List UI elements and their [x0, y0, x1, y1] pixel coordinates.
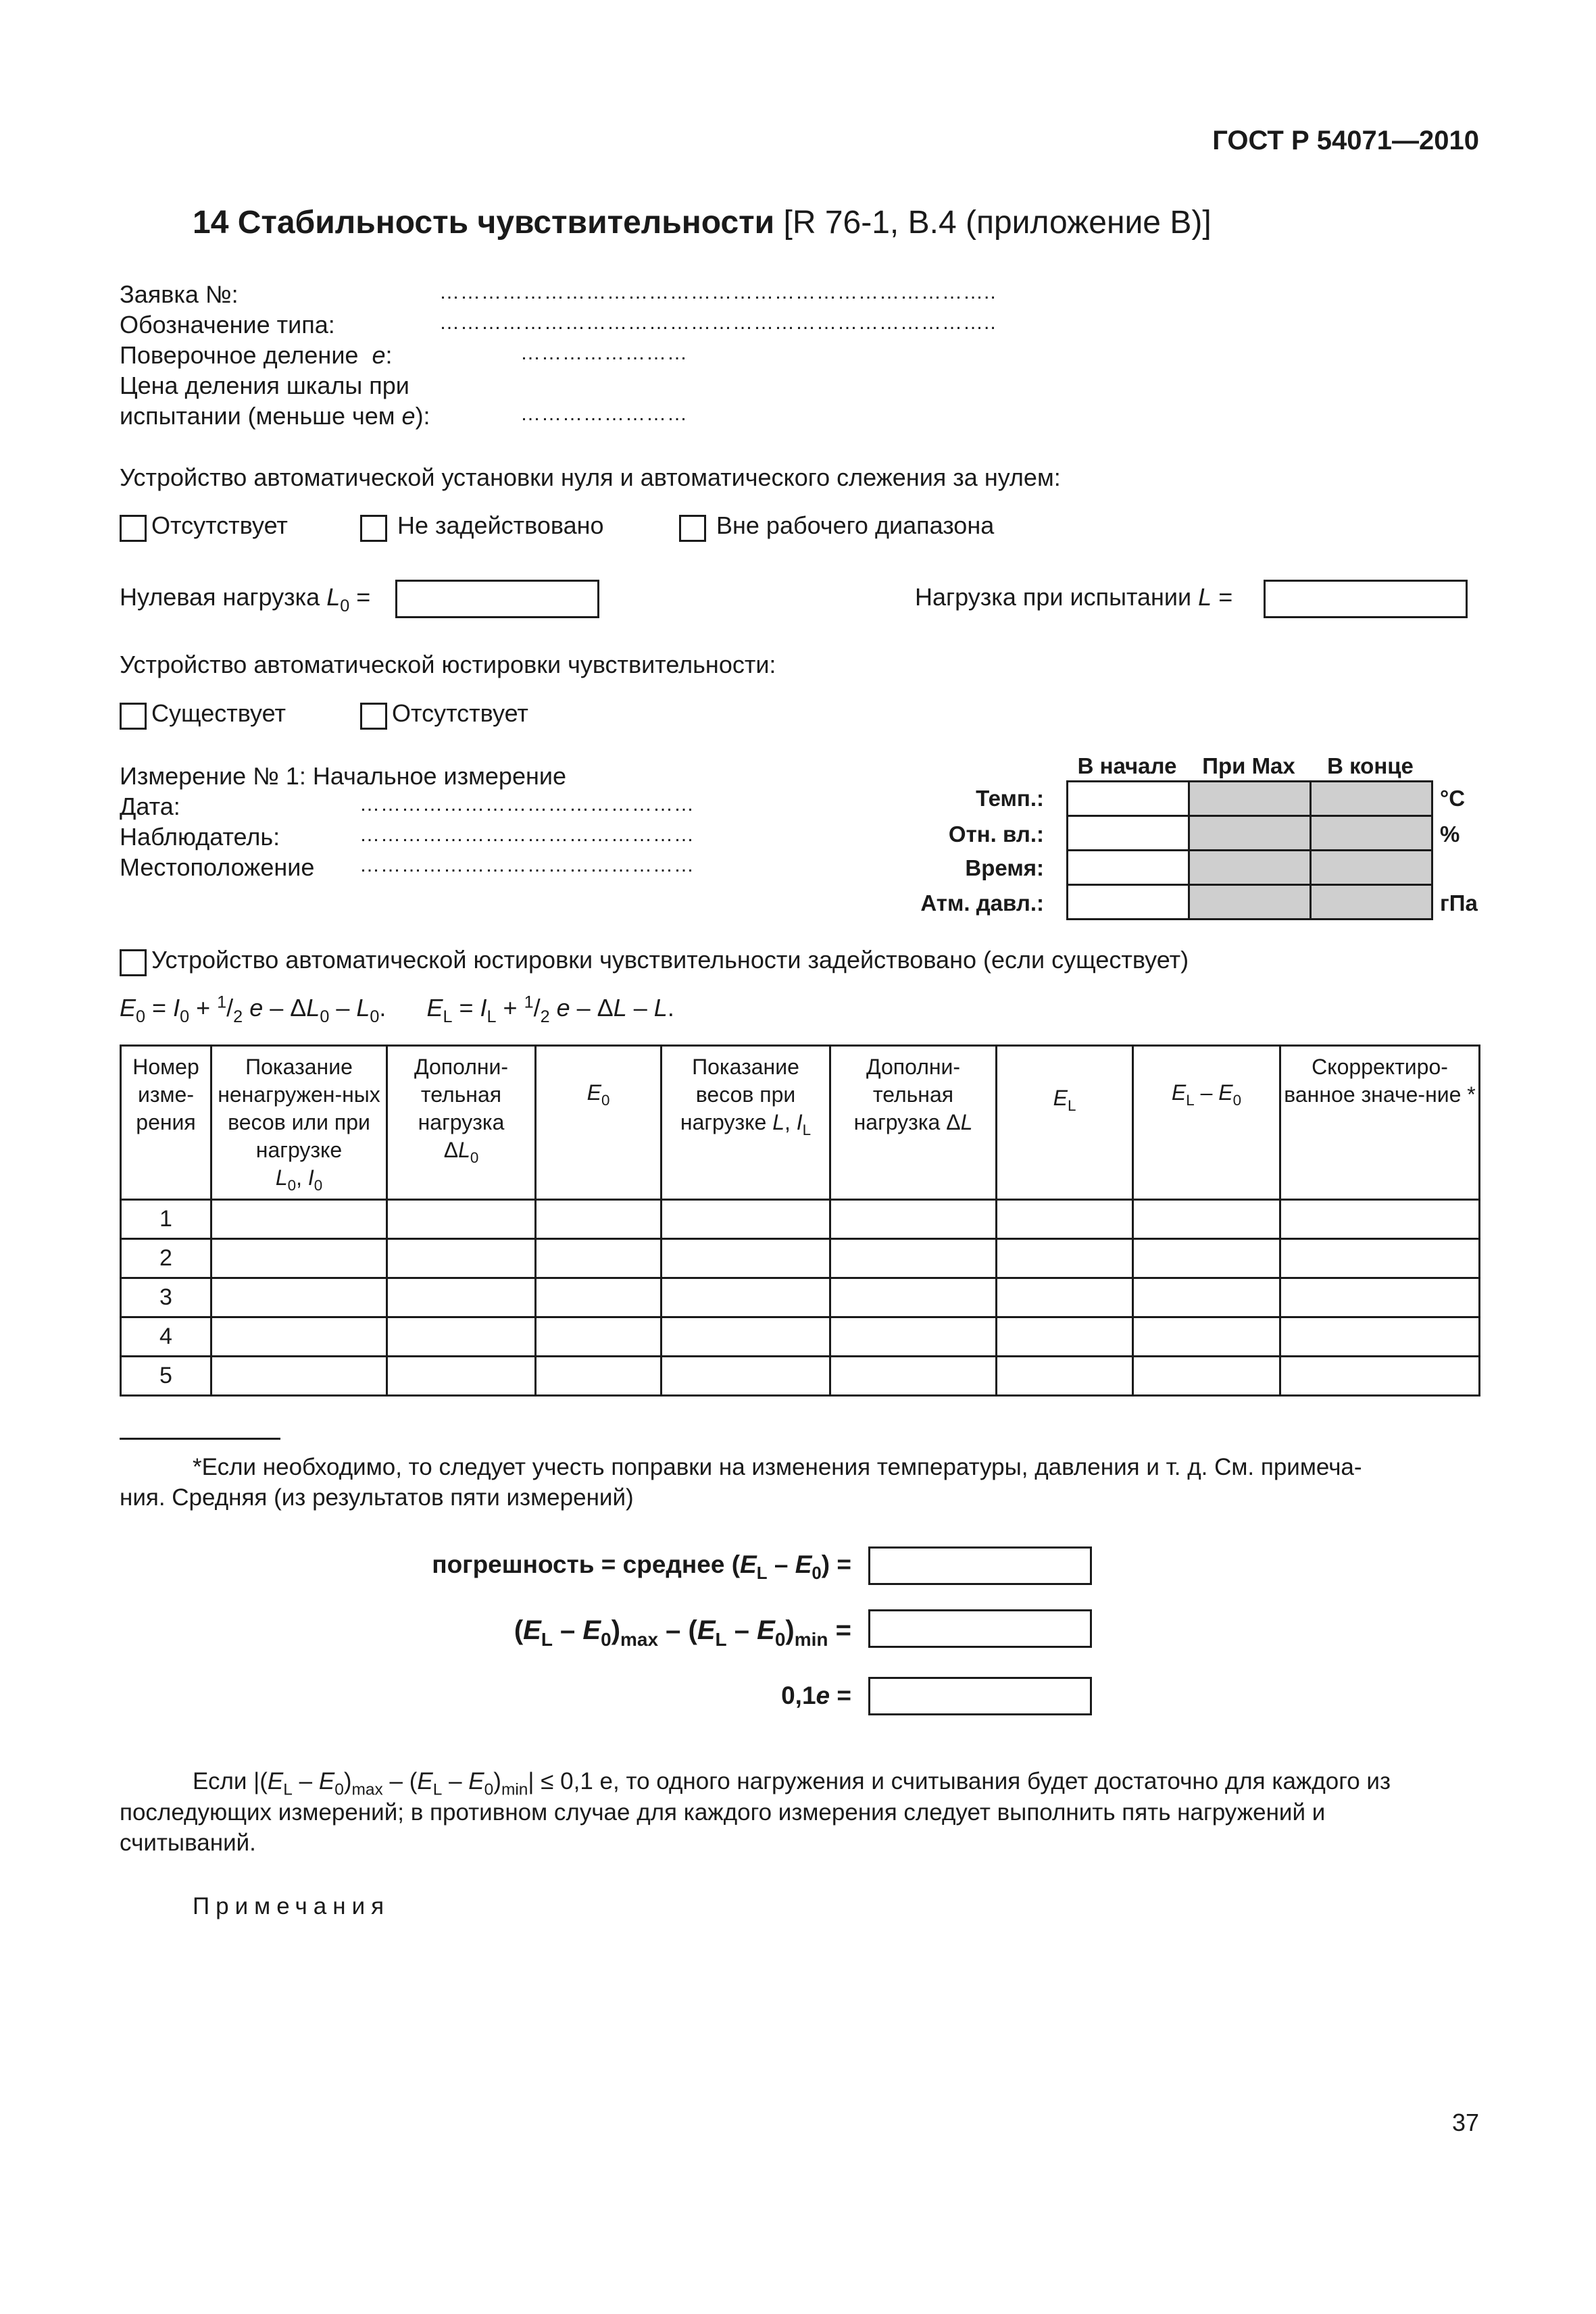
measurement-table	[120, 1045, 1480, 1397]
table-cell[interactable]	[211, 1200, 387, 1239]
test-division-label-line2: испытании (меньше чем e):	[120, 402, 430, 430]
footnote-line1: *Если необходимо, то следует учесть поправки на изменения температуры, давления и т. д. См. примеча-	[193, 1454, 1362, 1480]
env-cell[interactable]	[1066, 780, 1190, 817]
table-cell[interactable]	[997, 1239, 1133, 1278]
table-cell[interactable]	[662, 1357, 830, 1396]
location-field[interactable]: …………………………………………	[359, 854, 695, 876]
env-cell[interactable]	[1310, 884, 1433, 920]
table-cell[interactable]	[536, 1278, 662, 1317]
zero-device-disabled-label: Не задействовано	[397, 511, 604, 539]
table-cell[interactable]	[387, 1200, 536, 1239]
env-col-end: В конце	[1327, 753, 1414, 778]
span-device-absent-label: Отсутствует	[392, 699, 528, 727]
env-cell[interactable]	[1188, 849, 1312, 886]
table-cell[interactable]	[997, 1317, 1133, 1357]
env-row-label: Время:	[965, 855, 1044, 880]
table-cell[interactable]	[830, 1200, 997, 1239]
table-cell[interactable]	[830, 1239, 997, 1278]
condition-line2: последующих измерений; в противном случае для каждого измерения следует выполнить пять нагружений и	[120, 1799, 1326, 1826]
col-header-loaded-reading: Показание весов при нагрузке L, $I_L$	[662, 1046, 830, 1200]
row-number: 1	[121, 1200, 211, 1239]
env-cell[interactable]	[1066, 884, 1190, 920]
table-cell[interactable]	[211, 1278, 387, 1317]
table-cell[interactable]	[1133, 1200, 1280, 1239]
table-cell[interactable]	[1280, 1317, 1480, 1357]
verification-division-field[interactable]: ……………………	[520, 342, 688, 364]
tenth-e-label: 0,1e =	[781, 1682, 851, 1709]
observer-label: Наблюдатель:	[120, 823, 280, 851]
formula-line: $E_0 = I_0 + ^1/_2$ e – $\Delta L_0 - L_0$. $E_L = I_L + ^1/_2$ e – ΔL – L.	[120, 992, 674, 1026]
footnote-divider	[120, 1438, 280, 1440]
col-header-unloaded-reading: Показание ненагружен-ных весов или при нагрузке $L_0$, $I_0$	[211, 1046, 387, 1200]
col-header-e0: $E_0$	[536, 1046, 662, 1200]
col-header-add-load: Дополни-тельная нагрузка ΔL	[830, 1046, 997, 1200]
table-cell[interactable]	[662, 1200, 830, 1239]
table-cell[interactable]	[1280, 1200, 1480, 1239]
type-label: Обозначение типа:	[120, 311, 335, 338]
env-cell[interactable]	[1310, 780, 1433, 817]
test-division-label-line1: Цена деления шкалы при	[120, 372, 409, 399]
env-cell[interactable]	[1188, 780, 1312, 817]
row-number: 5	[121, 1357, 211, 1396]
row-number: 2	[121, 1239, 211, 1278]
table-cell[interactable]	[997, 1278, 1133, 1317]
col-header-add-load-0: Дополни-тельная нагрузка $\Delta L_0$	[387, 1046, 536, 1200]
table-cell[interactable]	[1280, 1239, 1480, 1278]
zero-device-out-of-range-checkbox[interactable]	[679, 515, 706, 542]
error-formula-label: погрешность = среднее $(E_L - E_0)$ =	[432, 1551, 851, 1584]
env-row-label: Отн. вл.:	[948, 822, 1044, 847]
env-cell[interactable]	[1188, 815, 1312, 851]
date-label: Дата:	[120, 793, 180, 820]
footnote-line2: ния. Средняя (из результатов пяти измерений)	[120, 1484, 634, 1511]
table-cell[interactable]	[211, 1239, 387, 1278]
table-cell[interactable]	[536, 1239, 662, 1278]
table-cell[interactable]	[211, 1317, 387, 1357]
observer-field[interactable]: …………………………………………	[359, 824, 695, 846]
env-cell[interactable]	[1066, 849, 1190, 886]
env-row-label: Атм. давл.:	[920, 890, 1044, 915]
col-header-number: Номер изме-рения	[121, 1046, 211, 1200]
application-field[interactable]: ……………………………………………………………………..	[439, 281, 997, 303]
table-cell[interactable]	[830, 1317, 997, 1357]
condition-line1: Если $|(E_L - E_0)_{max} - (E_L - E_0)_{min}| \le 0,1$ e, то одного нагружения и считывания будет достаточно для каждого из	[193, 1768, 1391, 1799]
table-row	[121, 1200, 1480, 1239]
section-title-text: 14 Стабильность чувствительности	[193, 205, 775, 241]
location-label: Местоположение	[120, 853, 315, 881]
table-cell[interactable]	[211, 1357, 387, 1396]
test-load-label: Нагрузка при испытании L =	[915, 583, 1233, 611]
table-cell[interactable]	[387, 1357, 536, 1396]
table-cell[interactable]	[1280, 1278, 1480, 1317]
verification-division-label: Поверочное деление e:	[120, 341, 393, 369]
table-cell[interactable]	[387, 1317, 536, 1357]
error-input[interactable]	[868, 1546, 1092, 1585]
page-number: 37	[1451, 2109, 1479, 2136]
test-load-input[interactable]	[1264, 580, 1468, 618]
table-row	[121, 1357, 1480, 1396]
env-col-start: В начале	[1077, 753, 1177, 778]
range-formula-label: $(E_L - E_0)_{max} - (E_L - E_0)_{min}$ =	[514, 1615, 851, 1650]
col-header-el: $E_L$	[997, 1046, 1133, 1200]
env-row-label: Темп.:	[976, 786, 1044, 811]
range-input[interactable]	[868, 1609, 1092, 1648]
table-cell[interactable]	[1133, 1317, 1280, 1357]
table-cell[interactable]	[662, 1239, 830, 1278]
span-device-exists-label: Существует	[151, 699, 286, 727]
table-cell[interactable]	[1280, 1357, 1480, 1396]
row-number: 3	[121, 1278, 211, 1317]
env-col-max: При Max	[1202, 753, 1295, 778]
table-cell[interactable]	[536, 1317, 662, 1357]
table-cell[interactable]	[997, 1200, 1133, 1239]
table-cell[interactable]	[387, 1278, 536, 1317]
table-cell[interactable]	[536, 1357, 662, 1396]
section-title	[193, 203, 1212, 243]
env-row-unit: %	[1440, 822, 1460, 847]
type-field[interactable]: ……………………………………………………………………..	[439, 311, 997, 334]
measurement-title: Измерение № 1: Начальное измерение	[120, 762, 566, 790]
date-field[interactable]: …………………………………………	[359, 793, 695, 815]
table-row	[121, 1317, 1480, 1357]
table-cell[interactable]	[662, 1317, 830, 1357]
zero-device-absent-checkbox[interactable]	[120, 515, 147, 542]
env-row-unit: гПа	[1440, 890, 1478, 915]
application-label: Заявка №:	[120, 280, 239, 308]
table-cell[interactable]	[387, 1239, 536, 1278]
env-cell[interactable]	[1188, 884, 1312, 920]
span-device-label: Устройство автоматической юстировки чувствительности:	[120, 651, 776, 678]
table-cell[interactable]	[662, 1278, 830, 1317]
row-number: 4	[121, 1317, 211, 1357]
zero-device-out-of-range-label: Вне рабочего диапазона	[716, 511, 995, 539]
standard-header: ГОСТ Р 54071—2010	[1212, 126, 1479, 155]
zero-load-input[interactable]	[395, 580, 599, 618]
col-header-corrected: Скорректиро-ванное значе-ние *	[1280, 1046, 1480, 1200]
env-row-unit: °C	[1440, 786, 1466, 811]
condition-line3: считываний.	[120, 1830, 256, 1856]
col-header-el-minus-e0: $E_L - E_0$	[1133, 1046, 1280, 1200]
span-device-absent-checkbox[interactable]	[360, 703, 387, 730]
table-cell[interactable]	[830, 1278, 997, 1317]
table-row	[121, 1239, 1480, 1278]
table-cell[interactable]	[1133, 1357, 1280, 1396]
table-cell[interactable]	[830, 1357, 997, 1396]
test-division-field[interactable]: ……………………	[520, 403, 688, 425]
span-enabled-label: Устройство автоматической юстировки чувствительности задействовано (если существует)	[151, 946, 1189, 974]
table-cell[interactable]	[1133, 1278, 1280, 1317]
span-device-exists-checkbox[interactable]	[120, 703, 147, 730]
span-enabled-checkbox[interactable]	[120, 949, 147, 976]
section-reference: [R 76-1, B.4 (приложение B)]	[783, 205, 1212, 241]
zero-device-disabled-checkbox[interactable]	[360, 515, 387, 542]
table-cell[interactable]	[536, 1200, 662, 1239]
table-row	[121, 1278, 1480, 1317]
table-cell[interactable]	[1133, 1239, 1280, 1278]
env-cell[interactable]	[1310, 815, 1433, 851]
zero-load-label: Нулевая нагрузка $L_0$ =	[120, 583, 371, 615]
tenth-e-input[interactable]	[868, 1677, 1092, 1715]
zero-device-label: Устройство автоматической установки нуля и автоматического слежения за нулем:	[120, 463, 1061, 491]
zero-device-absent-label: Отсутствует	[151, 511, 288, 539]
table-cell[interactable]	[997, 1357, 1133, 1396]
notes-heading: Примечания	[193, 1893, 391, 1919]
table-header-row	[121, 1046, 1480, 1200]
env-cell[interactable]	[1310, 849, 1433, 886]
env-cell[interactable]	[1066, 815, 1190, 851]
